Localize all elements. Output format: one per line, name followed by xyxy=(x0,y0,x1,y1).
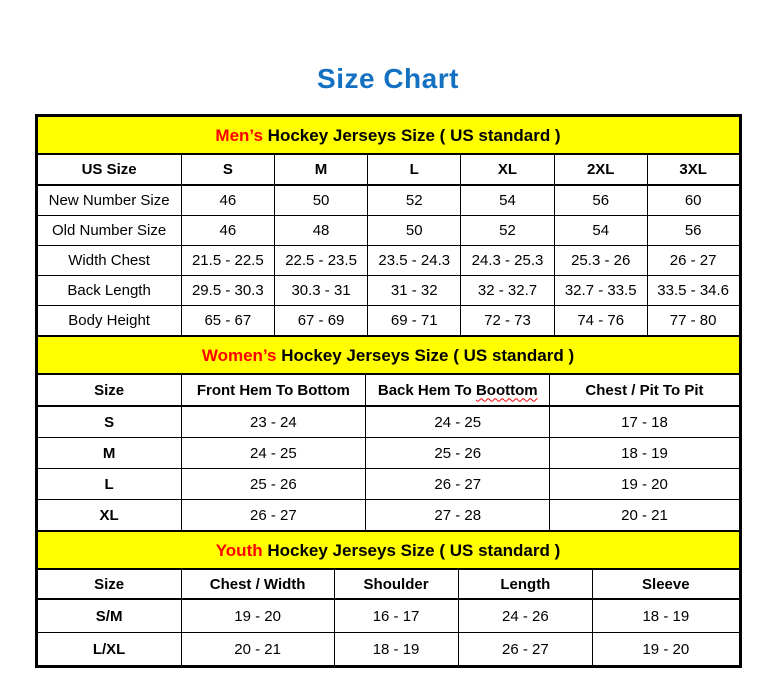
cell: 23.5 - 24.3 xyxy=(368,246,461,276)
column-header-s: S xyxy=(181,155,274,185)
misspelled-word-spellcheck-underline: Boottom xyxy=(475,381,538,399)
cell: 56 xyxy=(554,185,647,216)
cell: 54 xyxy=(461,185,554,216)
row-label: XL xyxy=(38,500,182,531)
column-header-sleeve: Sleeve xyxy=(593,570,739,599)
column-header-shoulder: Shoulder xyxy=(334,570,458,599)
cell: 22.5 - 23.5 xyxy=(274,246,367,276)
cell: 24 - 26 xyxy=(458,599,593,633)
cell: 30.3 - 31 xyxy=(274,276,367,306)
cell: 46 xyxy=(181,216,274,246)
mens-section-header-highlight: Men’s xyxy=(215,126,263,145)
row-label: New Number Size xyxy=(38,185,182,216)
row-label: Width Chest xyxy=(38,246,182,276)
row-label: L/XL xyxy=(38,633,182,666)
cell: 48 xyxy=(274,216,367,246)
table-row-back-length xyxy=(38,276,739,306)
cell: 65 - 67 xyxy=(181,306,274,336)
cell: 16 - 17 xyxy=(334,599,458,633)
cell: 17 - 18 xyxy=(550,406,739,438)
cell: 52 xyxy=(368,185,461,216)
cell: 56 xyxy=(647,216,738,246)
table-row-womens-s xyxy=(38,406,739,438)
cell: 26 - 27 xyxy=(366,469,550,500)
cell: 27 - 28 xyxy=(366,500,550,531)
column-header-chest-pit: Chest / Pit To Pit xyxy=(550,375,739,406)
mens-column-header-row xyxy=(38,155,739,185)
cell: 33.5 - 34.6 xyxy=(647,276,738,306)
row-label: L xyxy=(38,469,182,500)
column-header-front-hem: Front Hem To Bottom xyxy=(181,375,365,406)
row-label: S/M xyxy=(38,599,182,633)
cell: 21.5 - 22.5 xyxy=(181,246,274,276)
womens-section-header-highlight: Women’s xyxy=(201,346,277,365)
table-row-body-height xyxy=(38,306,739,336)
womens-section-header xyxy=(38,335,739,375)
column-header-back-hem-text: Back Hem To xyxy=(377,381,472,399)
youth-section-header-highlight: Youth xyxy=(215,541,263,560)
cell: 25.3 - 26 xyxy=(554,246,647,276)
mens-section-header xyxy=(38,117,739,155)
cell: 23 - 24 xyxy=(181,406,365,438)
cell: 60 xyxy=(647,185,738,216)
cell: 24 - 25 xyxy=(181,438,365,469)
cell: 26 - 27 xyxy=(647,246,738,276)
column-header-m: M xyxy=(274,155,367,185)
cell: 20 - 21 xyxy=(550,500,739,531)
column-header-us-size: US Size xyxy=(38,155,182,185)
row-label: Body Height xyxy=(38,306,182,336)
column-header-xl: XL xyxy=(461,155,554,185)
cell: 19 - 20 xyxy=(550,469,739,500)
table-row-womens-l xyxy=(38,469,739,500)
table-row-width-chest xyxy=(38,246,739,276)
cell: 25 - 26 xyxy=(181,469,365,500)
womens-size-table xyxy=(38,375,739,530)
cell: 18 - 19 xyxy=(334,633,458,666)
cell: 32.7 - 33.5 xyxy=(554,276,647,306)
cell: 52 xyxy=(461,216,554,246)
cell: 19 - 20 xyxy=(593,633,739,666)
mens-section-header-text: Hockey Jerseys Size ( US standard ) xyxy=(262,126,561,145)
cell: 69 - 71 xyxy=(368,306,461,336)
column-header-size: Size xyxy=(38,375,182,406)
cell: 74 - 76 xyxy=(554,306,647,336)
cell: 54 xyxy=(554,216,647,246)
cell: 77 - 80 xyxy=(647,306,738,336)
page-title: Size Chart xyxy=(317,63,459,94)
row-label: Back Length xyxy=(38,276,182,306)
youth-column-header-row xyxy=(38,570,739,599)
table-row-youth-sm xyxy=(38,599,739,633)
cell: 24 - 25 xyxy=(366,406,550,438)
row-label: M xyxy=(38,438,182,469)
cell: 72 - 73 xyxy=(461,306,554,336)
womens-section-header-text: Hockey Jerseys Size ( US standard ) xyxy=(276,346,575,365)
cell: 19 - 20 xyxy=(181,599,334,633)
cell: 26 - 27 xyxy=(458,633,593,666)
youth-section-header xyxy=(38,530,739,570)
table-row-youth-lxl xyxy=(38,633,739,666)
cell: 31 - 32 xyxy=(368,276,461,306)
row-label: S xyxy=(38,406,182,438)
table-row-womens-m xyxy=(38,438,739,469)
cell: 50 xyxy=(368,216,461,246)
column-header-3xl: 3XL xyxy=(647,155,738,185)
column-header-size: Size xyxy=(38,570,182,599)
youth-section-header-text: Hockey Jerseys Size ( US standard ) xyxy=(262,541,561,560)
cell: 25 - 26 xyxy=(366,438,550,469)
womens-column-header-row xyxy=(38,375,739,406)
column-header-length: Length xyxy=(458,570,593,599)
mens-size-table xyxy=(38,155,739,335)
cell: 32 - 32.7 xyxy=(461,276,554,306)
size-chart-frame xyxy=(35,114,742,668)
column-header-back-hem xyxy=(366,375,550,406)
youth-size-table xyxy=(38,570,739,665)
column-header-2xl: 2XL xyxy=(554,155,647,185)
row-label: Old Number Size xyxy=(38,216,182,246)
table-row-old-number-size xyxy=(38,216,739,246)
cell: 46 xyxy=(181,185,274,216)
cell: 20 - 21 xyxy=(181,633,334,666)
column-header-l: L xyxy=(368,155,461,185)
cell: 18 - 19 xyxy=(550,438,739,469)
cell: 50 xyxy=(274,185,367,216)
cell: 29.5 - 30.3 xyxy=(181,276,274,306)
table-row-womens-xl xyxy=(38,500,739,531)
table-row-new-number-size xyxy=(38,185,739,216)
cell: 67 - 69 xyxy=(274,306,367,336)
column-header-chest-width: Chest / Width xyxy=(181,570,334,599)
cell: 18 - 19 xyxy=(593,599,739,633)
cell: 24.3 - 25.3 xyxy=(461,246,554,276)
cell: 26 - 27 xyxy=(181,500,365,531)
